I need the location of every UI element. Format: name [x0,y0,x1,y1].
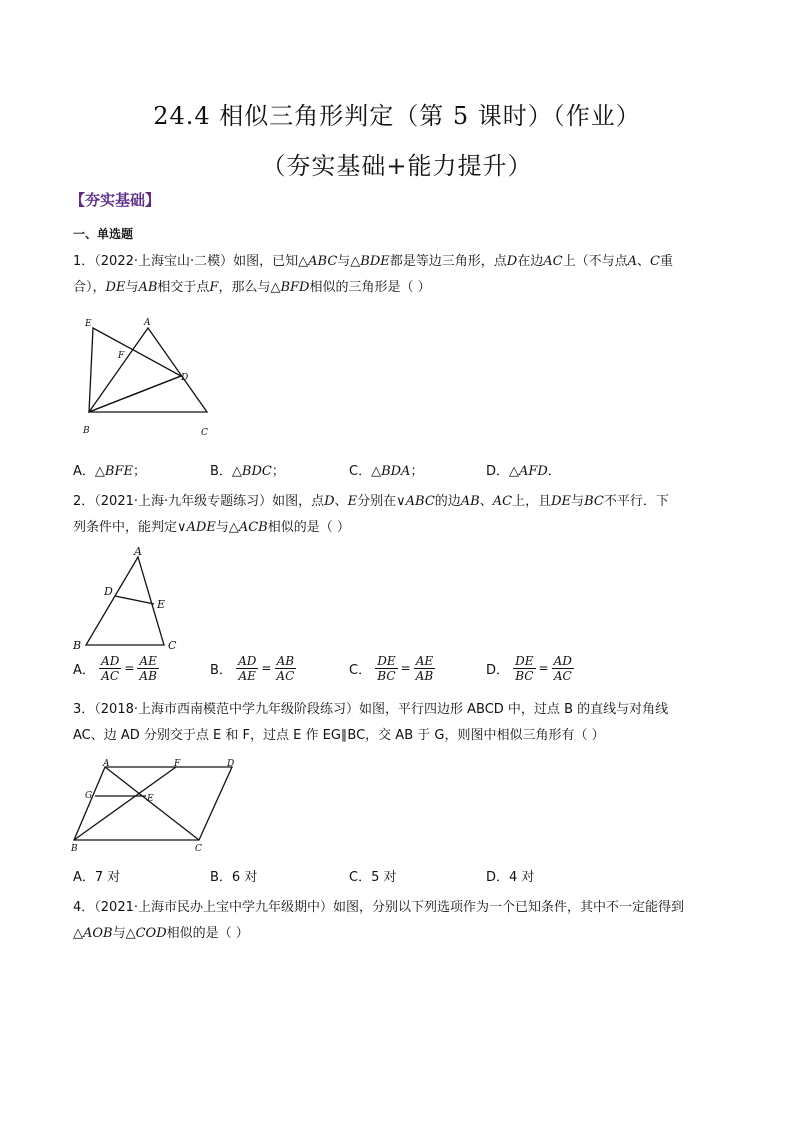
label-B: B [71,844,78,854]
page-title: 24.4 相似三角形判定（第 5 课时）（作业） [153,102,641,130]
question-2-figure [70,545,190,653]
question-1-figure [80,316,220,438]
label-D: D [104,585,113,598]
label-E: E [147,794,154,804]
label-C: C [195,844,202,854]
label-A: A [144,318,151,328]
question-2-text: 2．（2021·上海·九年级专题练习）如图，点D、E分别在∨ABC的边AB、AC上，且DE与BC不平行．下 列条件中，能判定∨ADE与△ACB相似的是（ ） [73,494,669,535]
q2-option-d[interactable]: D． $\frac{DE}{BC}$ = $\frac{AD}{AC}$ [486,654,572,683]
q3-option-b[interactable]: B．6 对 [210,870,258,885]
question-1-text: 1．（2022·上海宝山·二模）如图，已知△ABC与△BDE都是等边三角形，点D在边AC上（不与点A、C重 合），DE与AB相交于点F，那么与△BFD相似的三角形是（ ） [73,254,673,295]
label-A: A [134,545,142,558]
q3-option-d[interactable]: D．4 对 [486,870,535,885]
q2-option-b[interactable]: B． $\frac{AD}{AE}$ = $\frac{AB}{AC}$ [210,654,295,683]
q2-option-a[interactable]: A． $\frac{AD}{AC}$ = $\frac{AE}{AB}$ [73,654,157,683]
q1-option-c[interactable]: C．△BDA； [349,464,424,479]
label-B: B [73,639,82,652]
label-D: D [181,373,189,383]
label-G: G [85,791,93,801]
label-E: E [157,598,166,611]
page-subtitle: （夯实基础+能力提升） [261,152,533,180]
label-C: C [201,428,208,438]
question-3-figure [68,758,248,854]
q3-option-a[interactable]: A．7 对 [73,870,121,885]
q2-option-c[interactable]: C． $\frac{DE}{BC}$ = $\frac{AE}{AB}$ [349,654,434,683]
q1-option-d[interactable]: D．△AFD． [486,464,561,479]
label-D: D [227,759,235,769]
q1-option-b[interactable]: B．△BDC； [210,464,285,479]
label-E: E [85,319,92,329]
q3-option-c[interactable]: C．5 对 [349,870,397,885]
label-F: F [174,759,181,769]
label-F: F [118,351,125,361]
subsection-heading: 一、单选题 [73,227,134,241]
question-3-text: 3．（2018·上海市西南模范中学九年级阶段练习）如图，平行四边形 ABCD 中，过点 B 的直线与对角线 AC、边 AD 分别交于点 E 和 F，过点 E 作 EG∥BC，交 AB 于 G，则图中相似三角形有（ ） [73,702,669,743]
section-label: 【夯实基础】 [70,191,161,209]
label-A: A [103,759,110,769]
q1-option-a[interactable]: A．△BFE； [73,464,146,479]
question-4-text: 4．（2021·上海市民办上宝中学九年级期中）如图，分别以下列选项作为一个已知条件，其中不一定能得到 △AOB与△COD相似的是（ ） [73,900,684,941]
label-B: B [83,426,90,436]
label-C: C [168,639,177,652]
